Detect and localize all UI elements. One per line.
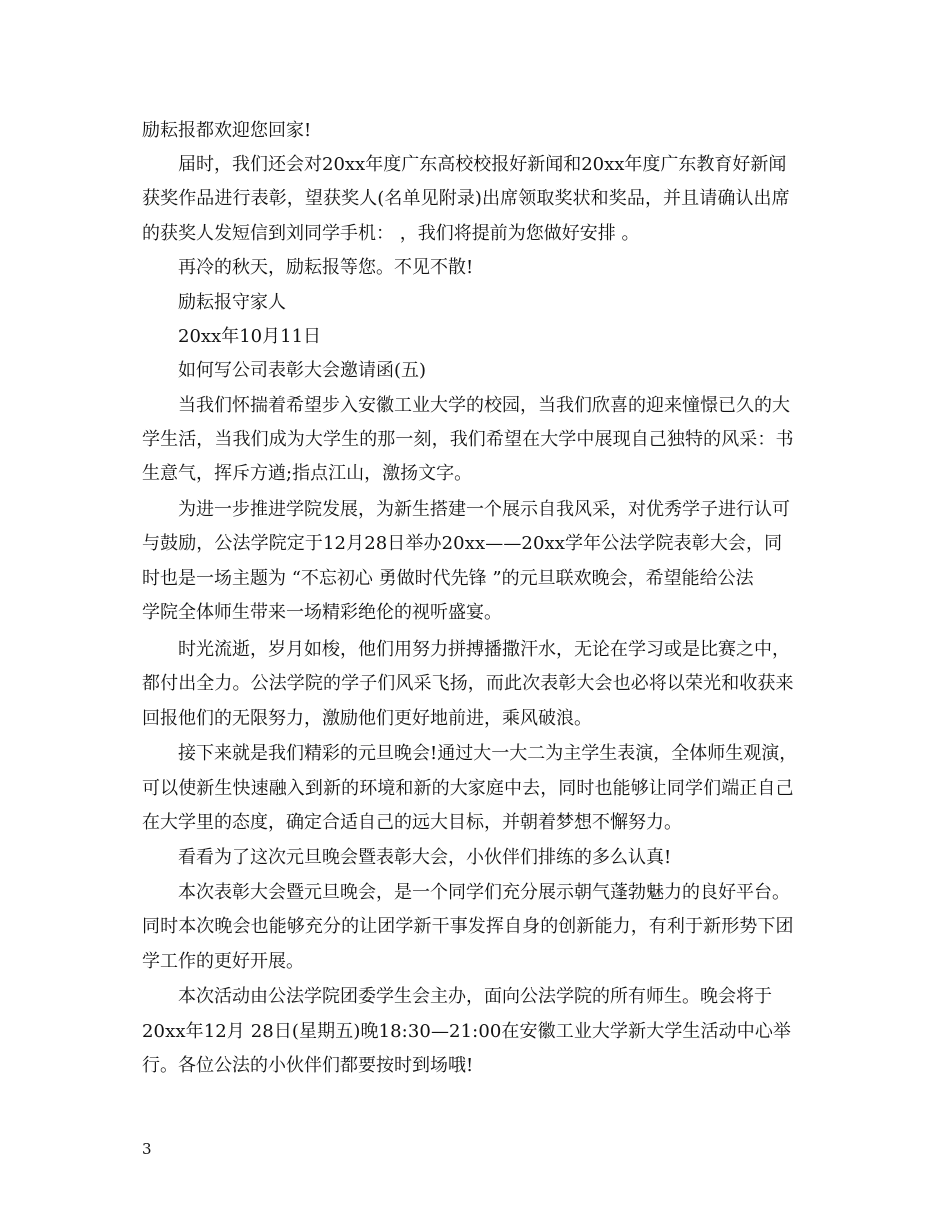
signature-line: 励耘报守家人 xyxy=(178,292,286,313)
paragraph-line: 学院全体师生带来一场精彩绝伦的视听盛宴。 xyxy=(142,602,502,623)
paragraph-line: 学生活，当我们成为大学生的那一刻，我们希望在大学中展现自己独特的风采：书 xyxy=(142,429,794,450)
date-line: 20xx年10月11日 xyxy=(178,326,322,347)
paragraph-line: 届时，我们还会对20xx年度广东高校校报好新闻和20xx年度广东教育好新闻 xyxy=(178,154,787,175)
paragraph-line: 再冷的秋天，励耘报等您。不见不散! xyxy=(178,257,474,278)
paragraph-line: 本次活动由公法学院团委学生会主办，面向公法学院的所有师生。晚会将于 xyxy=(178,986,772,1007)
paragraph-line: 生意气，挥斥方遒;指点江山，激扬文字。 xyxy=(142,463,473,484)
page-number: 3 xyxy=(142,1140,152,1158)
paragraph-line: 与鼓励，公法学院定于12月28日举办20xx——20xx学年公法学院表彰大会，同 xyxy=(142,533,783,554)
paragraph-line: 可以使新生快速融入到新的环境和新的大家庭中去，同时也能够让同学们端正自己 xyxy=(142,778,794,799)
paragraph-line: 获奖作品进行表彰，望获奖人(名单见附录)出席领取奖状和奖品，并且请确认出席 xyxy=(142,188,790,209)
paragraph-line: 在大学里的态度，确定合适自己的远大目标，并朝着梦想不懈努力。 xyxy=(142,812,682,833)
paragraph-line: 的获奖人发短信到刘同学手机： ，我们将提前为您做好安排 。 xyxy=(142,223,640,244)
paragraph-line: 看看为了这次元旦晚会暨表彰大会，小伙伴们排练的多么认真! xyxy=(178,847,672,868)
paragraph-line: 本次表彰大会暨元旦晚会，是一个同学们充分展示朝气蓬勃魅力的良好平台。 xyxy=(178,882,790,903)
paragraph-line: 时光流逝，岁月如梭，他们用努力拼搏播撒汗水，无论在学习或是比赛之中， xyxy=(178,639,790,660)
paragraph-line: 为进一步推进学院发展，为新生搭建一个展示自我风采，对优秀学子进行认可 xyxy=(178,499,790,520)
paragraph-line: 接下来就是我们精彩的元旦晚会!通过大一大二为主学生表演，全体师生观演， xyxy=(178,743,798,764)
paragraph-line: 都付出全力。公法学院的学子们风采飞扬，而此次表彰大会也必将以荣光和收获来 xyxy=(142,673,794,694)
paragraph-line: 励耘报都欢迎您回家! xyxy=(142,120,312,141)
paragraph-line: 时也是一场主题为 “不忘初心 勇做时代先锋 ”的元旦联欢晚会，希望能给公法 xyxy=(142,568,754,589)
paragraph-line: 20xx年12月 28日(星期五)晚18:30—21:00在安徽工业大学新大学生活动中心举 xyxy=(142,1021,792,1042)
paragraph-line: 同时本次晚会也能够充分的让团学新干事发挥自身的创新能力，有利于新形势下团 xyxy=(142,916,794,937)
paragraph-line: 回报他们的无限努力，激励他们更好地前进，乘风破浪。 xyxy=(142,708,592,729)
paragraph-line: 学工作的更好开展。 xyxy=(142,951,304,972)
paragraph-line: 行。各位公法的小伙伴们都要按时到场哦! xyxy=(142,1055,474,1076)
paragraph-line: 当我们怀揣着希望步入安徽工业大学的校园，当我们欣喜的迎来憧憬已久的大 xyxy=(178,395,790,416)
section-title: 如何写公司表彰大会邀请函(五) xyxy=(178,360,427,381)
